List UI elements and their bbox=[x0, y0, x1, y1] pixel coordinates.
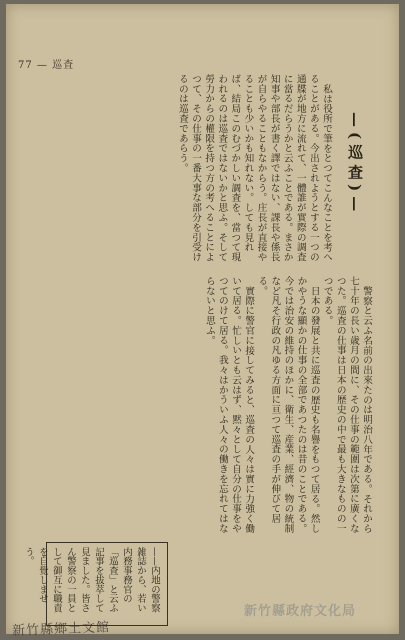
library-stamp: 新竹縣鄉土文館 bbox=[11, 620, 111, 639]
document-page bbox=[6, 4, 399, 639]
page-header: 77 — 巡査 bbox=[18, 60, 75, 71]
paragraph: 警察と云ふ名前の出來たのは明治八年である。それから七十年の長い歳月の間に、その仕事の範圍は次第に廣くなつた。巡査の仕事は日本の歴史の中で最も大きなものの一つである。 bbox=[321, 276, 372, 534]
editor-note-box bbox=[23, 542, 168, 626]
archive-watermark: 新竹縣政府文化局 bbox=[244, 604, 357, 619]
body-text-lower bbox=[28, 276, 373, 534]
paragraph: 實際に警官に接してみると、巡査の人々は實に力強く働いて居る。忙しいとも云はず、黙々として自分の仕事をやつてのけて居る。我々はかういふ人々の働きを忘れてはならないと思ふ。 bbox=[203, 276, 255, 534]
paragraph: 日本の發展と共に巡査の歴史も名譽をもつて居る。然しかやうな顯かの仕事の全部であつたのは昔のことである。今では治安の維持のほかに、衛生、産業、經濟、物の統制など凡そ行政の凡ゆる方面に亘つて巡査の手が伸びて居る。 bbox=[256, 276, 320, 534]
article-title: —(巡査)— bbox=[346, 112, 364, 217]
body-text-upper bbox=[28, 74, 333, 267]
paragraph: 私は役所で筆をとつてこんなことを考へることがある。今出されようとする一つの通牒が地方に流れて、一體誰が實際の調査に當るだらうかと云ふことである。まさか知事や部長が書く譯ではない、課長や係長が自らやることもなからう。庄長が直接やることも少いかも知れない。しても見れば、結局このむづかしい調査を、當つて現われるのは巡査ではないかと思ふ。そして勞力からの權限を持つ方の考へることによつて、その仕事の一番大事な部分を引受けるのは巡査であらう。 bbox=[176, 74, 332, 263]
editor-note-text: ——内地の警察雑誌から、若い内務事務官の「巡査」と云ふ記事を拔萃して見ました。皆さん警察の一員として御互に職責を自覺しませう。 bbox=[23, 547, 160, 613]
